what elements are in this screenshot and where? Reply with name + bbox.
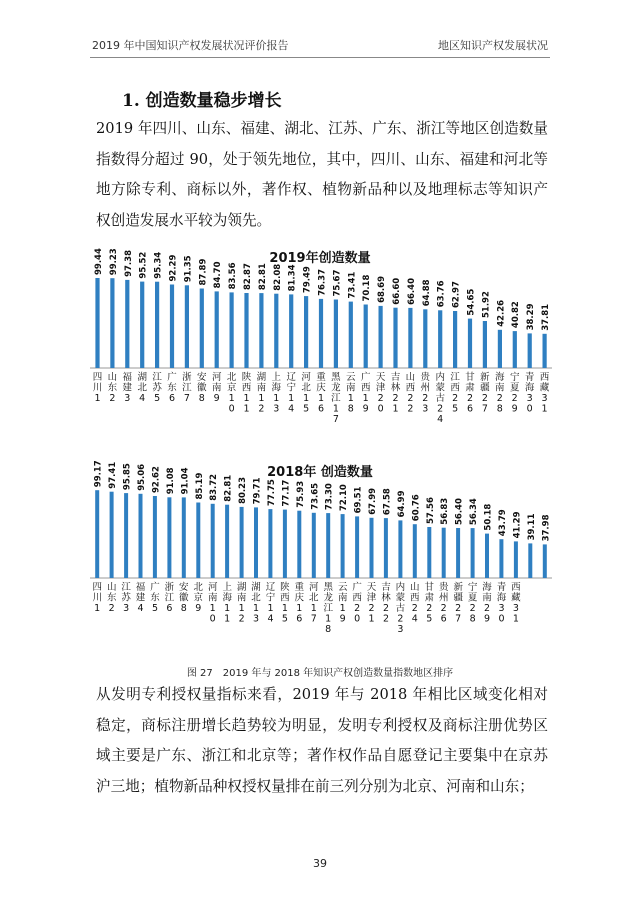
chart-2019-title: 2019年创造数量 (269, 251, 371, 266)
category-label: 江苏 5 (152, 372, 162, 404)
category-label: 海南 2 8 (495, 372, 505, 415)
category-label: 云南 1 8 (346, 372, 356, 415)
bar (170, 285, 174, 369)
data-label: 91.04 (180, 467, 191, 495)
category-label: 新疆 2 7 (480, 372, 490, 415)
bar (319, 299, 323, 368)
bar (110, 492, 114, 578)
bar (483, 321, 487, 368)
bar (326, 513, 330, 578)
bar (543, 334, 547, 368)
data-label: 64.99 (396, 490, 407, 518)
bar (297, 511, 301, 578)
bar (528, 333, 532, 368)
bar (453, 311, 457, 368)
category-label: 福建 4 (135, 582, 146, 614)
category-label: 浙江 7 (182, 372, 192, 404)
body-paragraph: 从发明专利授权量指标来看，2019 年与 2018 年相比区域变化相对稳定，商标注册增长趋势较为明显，发明专利授权及商标注册优势区域主要是广东、浙江和北京等；著作权作品自愿登记主要集中在京苏沪三地；植物新品种权授权量排在前三列分别为北京、河南和山东； (96, 686, 548, 795)
category-label: 甘肃 2 6 (465, 372, 475, 415)
category-label: 西藏 3 1 (539, 372, 550, 415)
category-label: 浙江 6 (164, 582, 175, 614)
category-label: 广东 5 (150, 582, 160, 614)
category-label: 重庆 1 6 (294, 582, 305, 625)
data-label: 97.41 (108, 461, 119, 489)
category-label: 河北 1 5 (301, 372, 311, 415)
data-label: 40.82 (511, 301, 522, 329)
category-label: 四川 1 (92, 372, 103, 404)
category-label: 山西 2 4 (410, 582, 420, 625)
data-label: 66.60 (392, 277, 402, 305)
data-label: 73.65 (310, 482, 321, 510)
data-label: 97.38 (123, 250, 134, 277)
page-number: 39 (313, 857, 327, 870)
category-label: 上海 1 1 (222, 582, 232, 625)
data-label: 92.62 (151, 466, 162, 493)
bar (139, 494, 143, 578)
category-label: 吉林 2 2 (381, 582, 391, 625)
bar (423, 309, 427, 368)
bar (471, 528, 475, 578)
bar (125, 280, 129, 368)
bar (349, 302, 353, 368)
category-label: 湖南 1 2 (256, 372, 267, 415)
data-label: 73.41 (347, 271, 358, 299)
header-divider (90, 57, 550, 58)
category-label: 陕西 1 1 (241, 372, 252, 415)
bar (304, 296, 308, 368)
bar (211, 504, 215, 578)
category-label: 山西 2 2 (405, 372, 416, 415)
data-label: 67.99 (368, 487, 378, 515)
bar (312, 513, 316, 578)
data-label: 56.40 (454, 498, 465, 525)
data-label: 56.83 (440, 497, 451, 525)
category-label: 内蒙古 2 3 (395, 582, 406, 635)
bar (153, 496, 157, 578)
data-label: 76.37 (317, 269, 328, 296)
data-label: 95.34 (153, 251, 164, 279)
category-label: 北京 1 0 (226, 372, 237, 415)
bar (364, 305, 368, 369)
data-label: 82.81 (223, 474, 234, 502)
data-label: 95.06 (137, 463, 147, 491)
bar (341, 514, 345, 578)
category-label: 广西 1 9 (360, 372, 371, 415)
bar (438, 310, 442, 368)
bar (268, 509, 272, 578)
data-label: 68.69 (377, 276, 388, 303)
data-label: 83.72 (209, 473, 220, 501)
data-label: 43.79 (498, 509, 508, 537)
data-label: 56.34 (469, 498, 480, 526)
bar (514, 541, 518, 578)
data-label: 92.29 (168, 254, 179, 282)
category-label: 宁夏 2 8 (467, 582, 478, 625)
bar (370, 518, 374, 578)
category-label: 湖北 4 (137, 372, 147, 404)
category-label: 青海 3 0 (524, 372, 535, 415)
data-label: 70.18 (362, 274, 373, 302)
category-label: 辽宁 1 4 (286, 372, 296, 415)
data-label: 39.11 (526, 513, 537, 541)
category-label: 贵州 2 3 (420, 372, 431, 415)
data-label: 99.23 (108, 248, 119, 276)
category-label: 江西 2 5 (450, 372, 460, 415)
bar (225, 505, 229, 578)
category-label: 山东 2 (107, 372, 118, 404)
header-report-title: 2019 年中国知识产权发展状况评价报告 (92, 39, 289, 52)
category-label: 重庆 1 6 (316, 372, 326, 415)
data-label: 75.93 (295, 480, 306, 508)
bar (393, 308, 397, 368)
data-label: 81.34 (287, 264, 298, 292)
intro-paragraph: 2019 年四川、山东、福建、湖北、江苏、广东、浙江等地区创造数量指数得分超过 90，处于领先地位，其中，四川、山东、福建和河北等地方除专利、商标以外，著作权、植物新品种以及地理标志等知识产权创造发展水平较为领先。 (96, 120, 548, 229)
data-label: 37.81 (541, 303, 551, 331)
category-label: 天津 2 0 (375, 372, 386, 415)
bar (240, 507, 244, 578)
data-label: 82.81 (257, 263, 268, 291)
data-label: 72.10 (339, 484, 350, 512)
figure-caption: 图 27 2019 年与 2018 年知识产权创造数量指数地区排序 (186, 668, 454, 679)
data-label: 69.51 (353, 486, 364, 514)
data-label: 63.76 (436, 280, 447, 308)
data-label: 75.67 (332, 269, 343, 297)
category-label: 西藏 3 1 (511, 582, 521, 625)
category-label: 海南 2 9 (482, 582, 492, 625)
bar (398, 520, 402, 578)
data-label: 54.65 (466, 288, 477, 316)
bar (230, 292, 234, 368)
data-label: 42.26 (496, 299, 507, 327)
category-label: 安徽 8 (179, 582, 189, 614)
data-label: 91.08 (165, 467, 176, 495)
data-label: 85.19 (194, 472, 205, 500)
category-label: 湖北 1 3 (251, 582, 261, 625)
bar (283, 510, 287, 578)
bar (95, 490, 99, 578)
bar (334, 300, 338, 369)
bar (456, 528, 460, 578)
bar (95, 278, 99, 368)
category-label: 陕西 1 5 (280, 582, 290, 625)
data-label: 79.49 (302, 266, 313, 294)
bar (124, 493, 128, 578)
data-label: 83.56 (228, 262, 239, 290)
category-label: 宁夏 2 9 (509, 372, 520, 415)
data-label: 77.17 (281, 479, 292, 507)
bar (468, 319, 472, 368)
bar (485, 534, 489, 578)
data-label: 95.85 (122, 463, 133, 491)
bar (185, 285, 189, 368)
data-label: 41.29 (512, 511, 523, 539)
bar (289, 294, 293, 368)
data-label: 79.71 (252, 477, 263, 505)
data-label: 66.40 (406, 278, 417, 305)
data-label: 82.87 (243, 263, 253, 290)
header-section-title: 地区知识产权发展状况 (438, 39, 548, 52)
data-label: 62.97 (451, 281, 462, 308)
category-label: 黑龙江 1 8 (323, 582, 333, 635)
bar (384, 518, 388, 578)
data-label: 73.30 (324, 483, 335, 511)
category-label: 安徽 8 (197, 372, 207, 404)
bar (254, 507, 258, 578)
bar (355, 516, 359, 578)
data-label: 60.76 (411, 494, 422, 522)
data-label: 77.75 (267, 479, 277, 507)
category-label: 新疆 2 7 (453, 582, 463, 625)
category-label: 北京 9 (193, 582, 204, 614)
category-label: 天津 2 1 (366, 582, 377, 625)
bar (528, 543, 532, 578)
data-label: 91.35 (183, 255, 194, 283)
data-label: 82.08 (272, 263, 283, 291)
bar (244, 293, 248, 368)
bar (167, 497, 171, 578)
data-label: 64.88 (421, 279, 432, 307)
bar (379, 306, 383, 368)
category-label: 山东 2 (106, 582, 117, 614)
bar (200, 289, 204, 369)
data-label: 95.52 (138, 251, 149, 279)
data-label: 84.70 (213, 261, 224, 289)
data-label: 38.29 (526, 303, 537, 331)
category-label: 湖南 1 2 (236, 582, 247, 625)
category-label: 甘肃 2 5 (424, 582, 435, 625)
category-label: 贵州 2 6 (438, 582, 449, 625)
category-label: 吉林 2 1 (390, 372, 401, 415)
section-title: 1. 创造数量稳步增长 (122, 91, 282, 111)
bar (215, 291, 219, 368)
bar (413, 524, 417, 578)
bar (499, 539, 503, 578)
data-label: 37.98 (541, 514, 552, 542)
category-label: 广西 2 0 (352, 582, 362, 625)
category-label: 河北 1 7 (309, 582, 319, 625)
data-label: 99.44 (94, 248, 104, 275)
bar (427, 527, 431, 578)
bar (513, 331, 517, 368)
data-label: 67.58 (382, 488, 393, 516)
category-label: 云南 1 9 (337, 582, 348, 625)
bar (196, 503, 200, 579)
category-label: 上海 1 3 (271, 372, 282, 415)
category-label: 四川 1 (92, 582, 102, 614)
data-label: 50.18 (483, 503, 494, 531)
bar (140, 282, 144, 368)
data-label: 80.23 (238, 477, 249, 504)
bar (498, 330, 502, 368)
category-label: 福建 3 (122, 372, 133, 404)
bar (408, 308, 412, 368)
chart-2018-title: 2018年 创造数量 (267, 465, 373, 480)
category-label: 江苏 3 (121, 582, 131, 614)
bar (182, 497, 186, 578)
bar (259, 293, 263, 368)
data-label: 51.92 (481, 291, 492, 318)
data-label: 87.89 (198, 258, 209, 286)
bar (110, 278, 114, 368)
data-label: 57.56 (425, 497, 436, 524)
category-label: 河南 9 (211, 372, 222, 404)
category-label: 黑龙江 1 7 (331, 372, 341, 425)
bar (442, 528, 446, 578)
bar (274, 294, 278, 368)
data-label: 99.17 (93, 460, 104, 488)
bar (543, 544, 547, 578)
category-label: 内蒙古 2 4 (435, 372, 445, 425)
bar (155, 282, 159, 368)
category-label: 辽宁 1 4 (265, 582, 276, 625)
category-label: 青海 3 0 (496, 582, 507, 625)
category-label: 广东 6 (167, 372, 177, 404)
category-label: 河南 1 0 (207, 582, 218, 625)
